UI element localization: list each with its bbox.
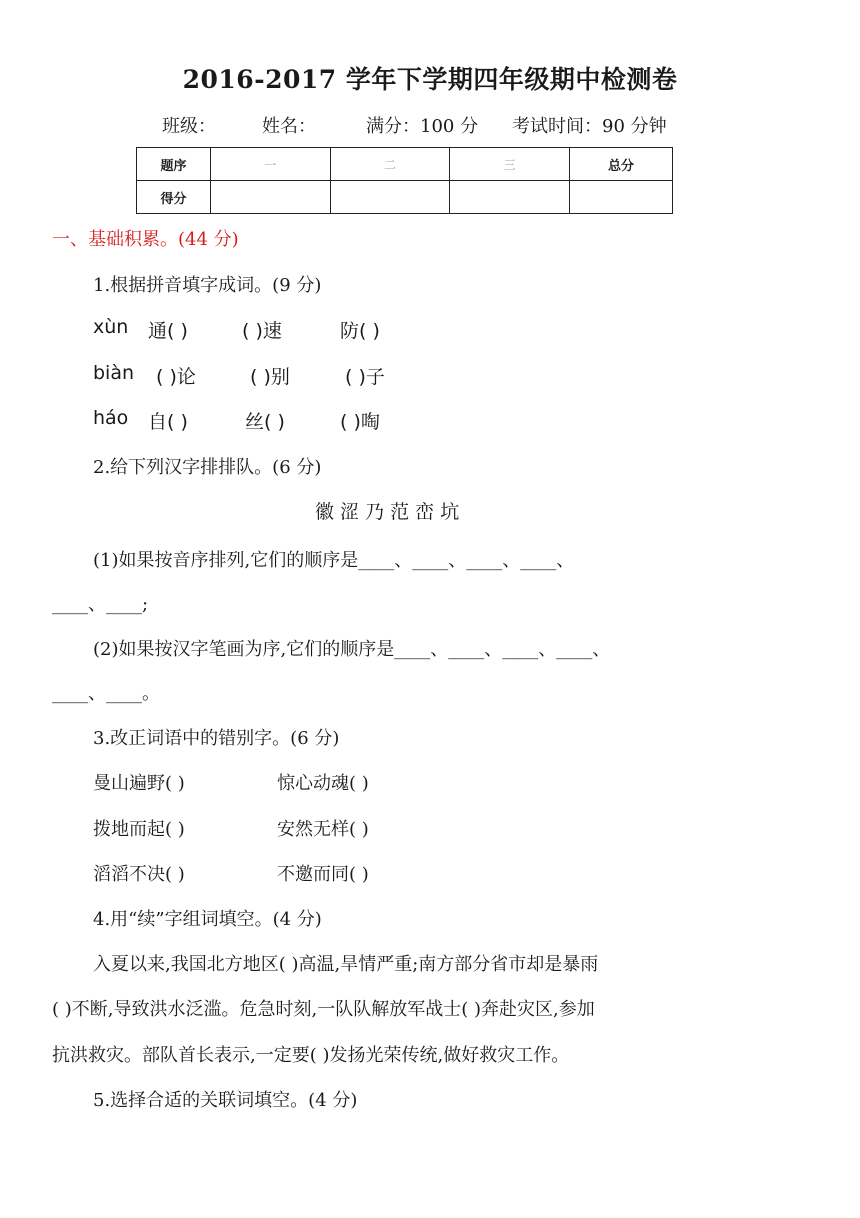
fill-blank-word: ( )啕 (340, 411, 380, 433)
question-line: ____、____。 (52, 683, 160, 704)
fill-blank-word: 防( ) (340, 320, 380, 342)
question-title: 2.给下列汉字排排队。(6 分) (93, 457, 322, 478)
fill-blank-word: ( )别 (250, 366, 290, 388)
page-title: 2016-2017 学年下学期四年级期中检测卷 (182, 65, 678, 94)
fill-blank-word: ( )论 (156, 366, 196, 388)
score-table-score-row (137, 181, 673, 214)
full-score-label: 满分：100 分 (366, 116, 479, 137)
score-table-cell: 三 (450, 148, 570, 181)
typo-item: 曼山遍野( ) (93, 773, 185, 794)
score-table (136, 147, 673, 214)
score-input-cell[interactable] (330, 181, 450, 214)
score-table-cell: 总分 (570, 148, 673, 181)
typo-item: 安然无样( ) (277, 819, 369, 840)
score-table-cell: 题序 (137, 148, 211, 181)
question-title: 4.用“续”字组词填空。(4 分) (93, 909, 322, 930)
question-line: (1)如果按音序排列,它们的顺序是____、____、____、____、 (93, 550, 575, 571)
question-title: 1.根据拼音填字成词。(9 分) (93, 275, 322, 296)
exam-time-label: 考试时间：90 分钟 (512, 116, 667, 137)
pinyin-label: háo (93, 407, 129, 429)
score-table-cell: 一 (211, 148, 331, 181)
pinyin-label: biàn (93, 362, 135, 384)
fill-blank-word: 通( ) (148, 320, 188, 342)
question-title: 3.改正词语中的错别字。(6 分) (93, 728, 340, 749)
fill-blank-word: 自( ) (148, 411, 188, 433)
typo-item: 惊心动魂( ) (277, 773, 369, 794)
typo-item: 拨地而起( ) (93, 819, 185, 840)
class-field-label: 班级： (162, 116, 216, 137)
score-table-header-row (137, 148, 673, 181)
fill-blank-word: 丝( ) (245, 411, 285, 433)
pinyin-label: xùn (93, 316, 129, 338)
fill-blank-word: ( )子 (345, 366, 385, 388)
character-list: 徽 涩 乃 范 峦 坑 (315, 501, 460, 523)
question-title: 5.选择合适的关联词填空。(4 分) (93, 1090, 358, 1111)
passage-line: 抗洪救灾。部队首长表示,一定要( )发扬光荣传统,做好救灾工作。 (52, 1045, 570, 1066)
score-input-cell[interactable] (570, 181, 673, 214)
typo-item: 不邀而同( ) (277, 864, 369, 885)
score-table-cell: 得分 (137, 181, 211, 214)
question-line: (2)如果按汉字笔画为序,它们的顺序是____、____、____、____、 (93, 639, 611, 660)
section-heading: 一、基础积累。(44 分) (52, 229, 239, 250)
fill-blank-word: ( )速 (242, 320, 282, 342)
score-table-cell: 二 (330, 148, 450, 181)
score-input-cell[interactable] (450, 181, 570, 214)
question-line: ____、____; (52, 594, 149, 615)
passage-line: 入夏以来,我国北方地区( )高温,旱情严重;南方部分省市却是暴雨 (93, 954, 599, 975)
typo-item: 滔滔不决( ) (93, 864, 185, 885)
score-input-cell[interactable] (211, 181, 331, 214)
name-field-label: 姓名： (262, 116, 316, 137)
passage-line: ( )不断,导致洪水泛滥。危急时刻,一队队解放军战士( )奔赴灾区,参加 (52, 999, 595, 1020)
